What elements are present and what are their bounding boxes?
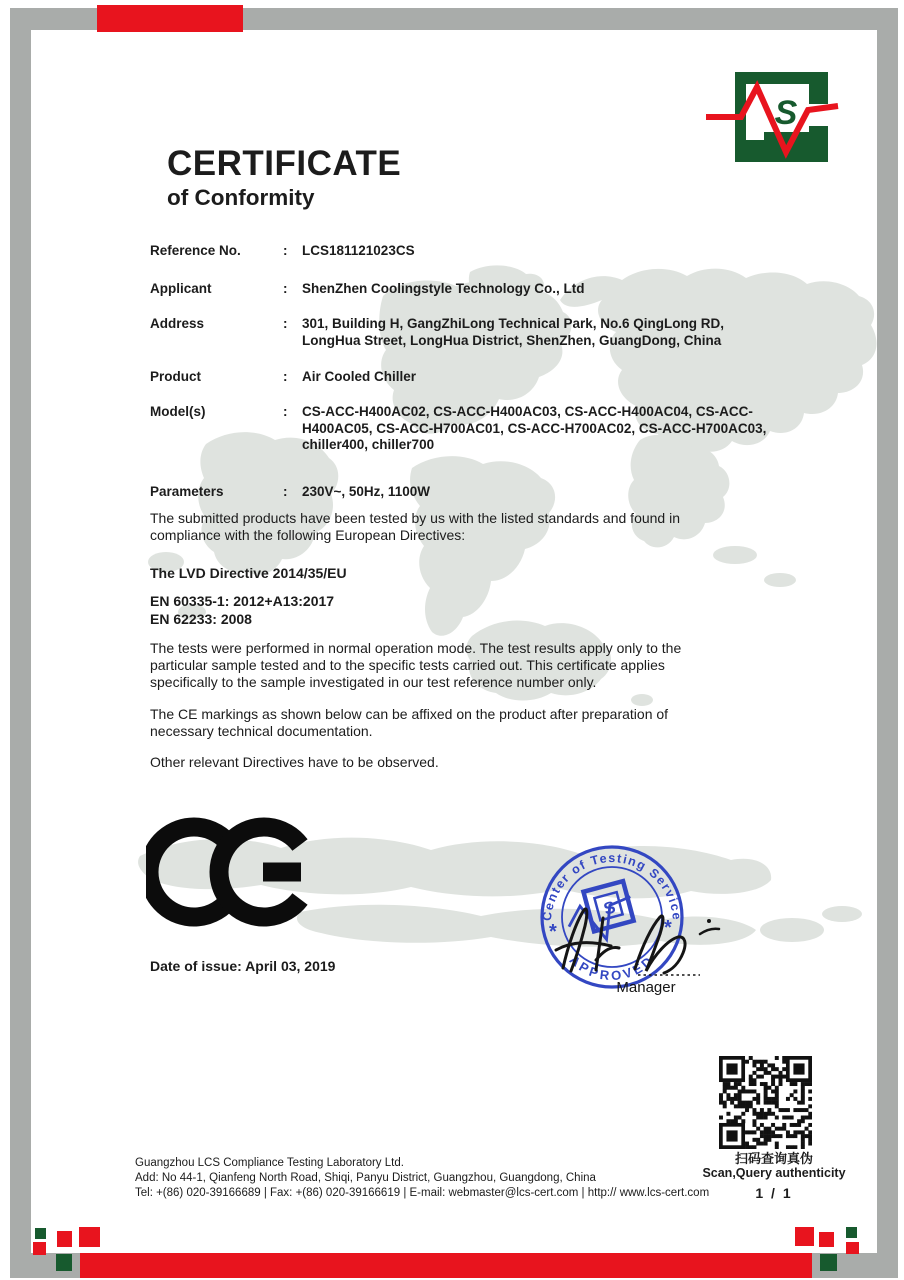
ce-mark <box>146 812 310 932</box>
paragraph-lvd-directive: The LVD Directive 2014/35/EU <box>150 565 347 581</box>
footer-company: Guangzhou LCS Compliance Testing Laboratory Ltd. <box>135 1157 404 1169</box>
deco-square-red-small-left <box>33 1242 46 1255</box>
stamp-monogram: S <box>601 897 618 919</box>
field-label: Product <box>150 369 202 384</box>
field-label: Model(s) <box>150 404 206 419</box>
qr-caption-chinese: 扫码查询真伪 <box>734 1151 813 1166</box>
footer-address: Add: No 44-1, Qianfeng North Road, Shiqi, Panyu District, Guangzhou, Guangdong, China <box>135 1171 596 1184</box>
top-red-bar <box>97 5 243 32</box>
deco-square-red-mid-right <box>819 1232 834 1247</box>
deco-square-red-small-right <box>846 1242 859 1254</box>
stamp-top-text: Center of Testing Service <box>539 851 685 922</box>
paragraph-tests: The tests were performed in normal operation mode. The test results apply only to the particular sample tested and to the specific tests carried out. This certificate applies specifically to the sample investigated in our test reference number only. <box>150 640 682 690</box>
stamp-asterisk-left: * <box>549 921 557 943</box>
field-row-parameters <box>150 484 790 501</box>
field-colon: : <box>283 243 288 258</box>
field-label: Applicant <box>150 281 212 296</box>
bottom-red-bar <box>80 1253 812 1278</box>
deco-square-green-small-left <box>35 1228 46 1239</box>
field-row-models <box>150 404 790 454</box>
date-of-issue: Date of issue: April 03, 2019 <box>150 958 336 974</box>
field-value: Air Cooled Chiller <box>302 369 417 384</box>
field-row-reference <box>150 243 790 260</box>
logo-monogram: S <box>774 94 798 132</box>
standard-en-60335: EN 60335-1: 2012+A13:2017 <box>150 593 335 609</box>
deco-square-red-mid-left <box>57 1231 72 1247</box>
signer-title: Manager <box>616 979 676 996</box>
paragraph-ce-markings: The CE markings as shown below can be affixed on the product after preparation of necessary technical documentation. <box>150 706 669 739</box>
field-colon: : <box>283 316 288 331</box>
field-value: 230V~, 50Hz, 1100W <box>302 484 430 499</box>
field-value: ShenZhen Coolingstyle Technology Co., Ltd <box>302 281 585 296</box>
certificate-title: CERTIFICATE <box>167 144 402 183</box>
lcs-logo <box>700 58 850 170</box>
certificate-subtitle: of Conformity <box>167 185 315 210</box>
paragraph-other-directives: Other relevant Directives have to be observed. <box>150 754 439 770</box>
stamp-bottom-text: APPROVED <box>566 952 658 984</box>
field-value: CS-ACC-H400AC02, CS-ACC-H400AC03, CS-ACC-H400AC04, CS-ACC-H400AC05, CS-ACC-H700AC01, CS-ACC-H700AC02, CS-ACC-H700AC03, chiller400, chiller700 <box>302 404 767 452</box>
approval-stamp-area <box>520 830 750 1015</box>
footer-info <box>135 1156 709 1200</box>
deco-square-green-mid-right <box>820 1254 837 1271</box>
qr-caption-block <box>698 1151 850 1201</box>
field-colon: : <box>283 369 288 384</box>
stamp-asterisk-right: * <box>664 917 672 939</box>
field-colon: : <box>283 484 288 499</box>
frame-left <box>10 8 31 1278</box>
deco-square-red-big-left <box>79 1227 100 1247</box>
field-row-applicant <box>150 281 790 298</box>
field-label: Reference No. <box>150 243 241 258</box>
paragraph-intro: The submitted products have been tested by us with the listed standards and found in compliance with the following European Directives: <box>150 510 680 543</box>
field-row-address <box>150 316 790 349</box>
field-label: Address <box>150 316 205 331</box>
field-value: 301, Building H, GangZhiLong Technical Park, No.6 QingLong RD, LongHua Street, LongHua District, ShenZhen, GuangDong, China <box>302 316 725 348</box>
deco-square-red-big-right <box>795 1227 814 1246</box>
standard-en-62233: EN 62233: 2008 <box>150 611 252 627</box>
qr-caption-english: Scan,Query authenticity <box>702 1166 846 1180</box>
qr-code <box>719 1056 812 1149</box>
field-label: Parameters <box>150 484 224 499</box>
deco-square-green-small-right <box>846 1227 857 1238</box>
page-number: 1 / 1 <box>755 1185 793 1201</box>
footer-contacts: Tel: +(86) 020-39166689 | Fax: +(86) 020-39166619 | E-mail: webmaster@lcs-cert.com | http:// www.lcs-cert.com <box>135 1186 710 1199</box>
frame-right <box>877 8 898 1278</box>
field-colon: : <box>283 281 288 296</box>
field-colon: : <box>283 404 288 419</box>
deco-square-green-mid-left <box>56 1254 72 1271</box>
field-row-product <box>150 369 790 386</box>
field-value: LCS181121023CS <box>302 243 415 258</box>
